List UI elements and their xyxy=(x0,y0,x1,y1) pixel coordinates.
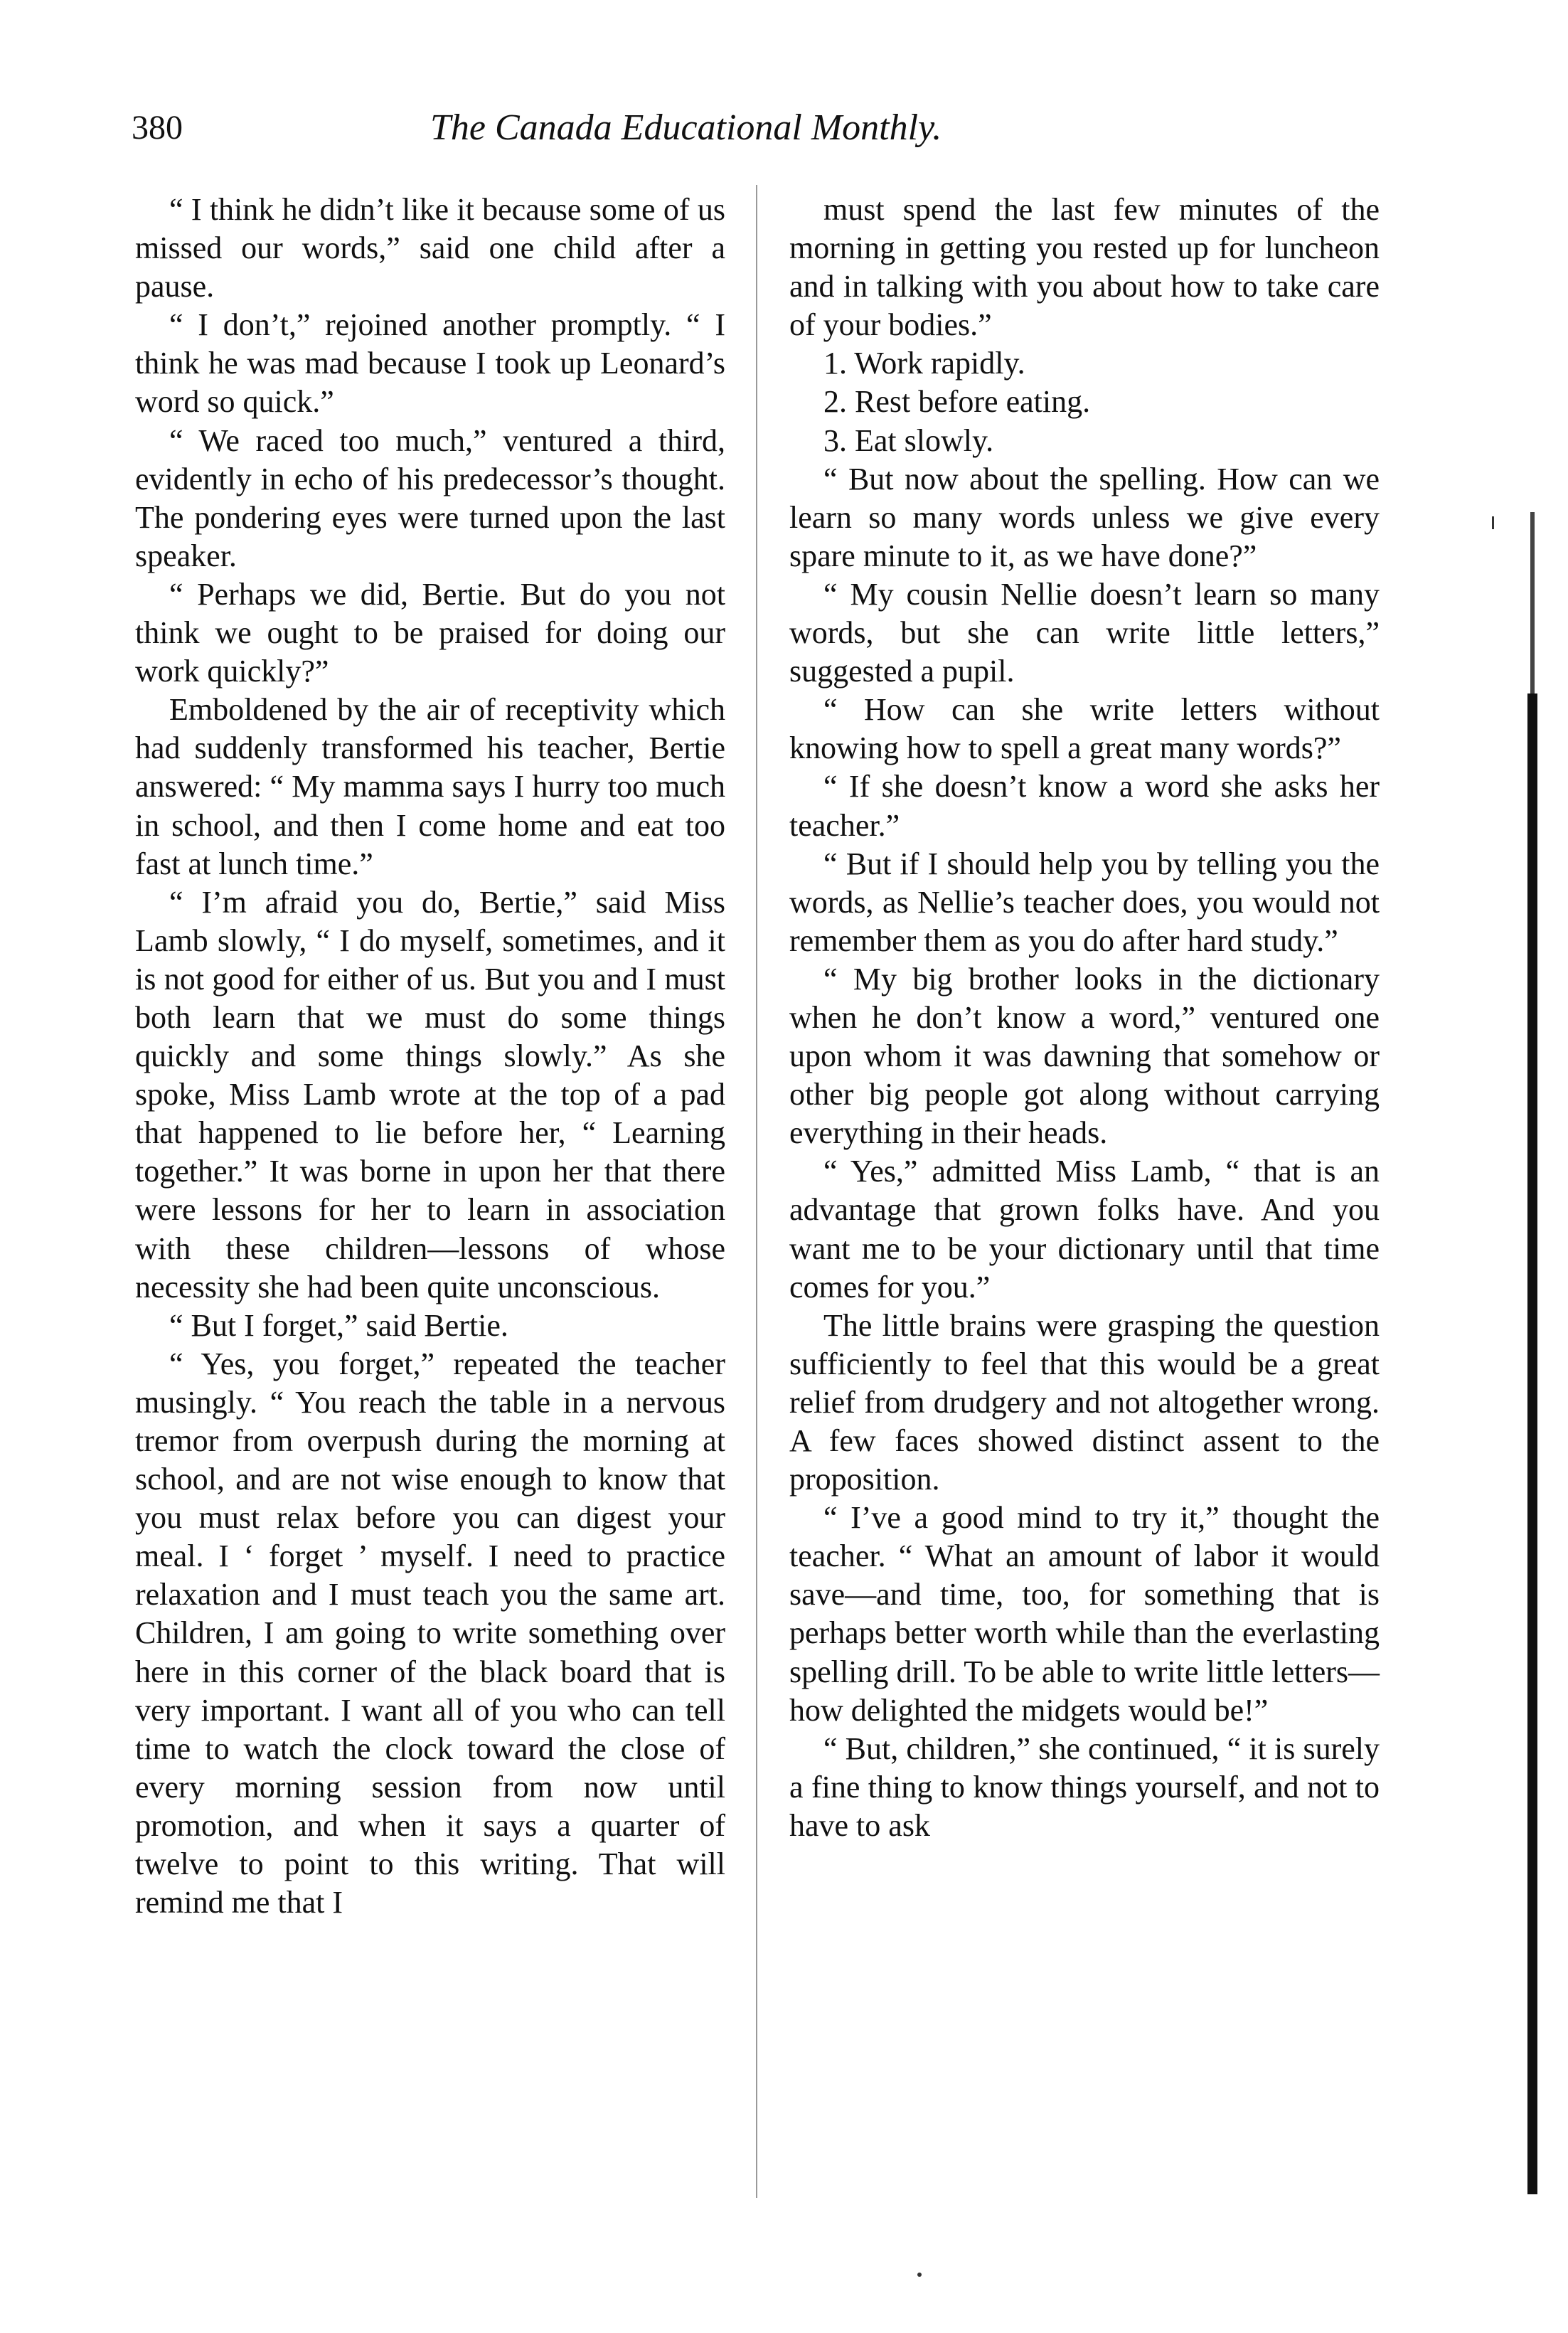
paragraph: “ But I forget,” said Bertie. xyxy=(169,1307,508,1343)
paragraph: “ I’m afraid you do, Bertie,” said Miss Lamb slowly, “ I do myself, sometimes, and it is not good for either of us. But you and I must both learn that we must do some things quickly and some things slowly.” As she spoke, Miss Lamb wrote at the top of a pad that happened to lie before her, “ Learning together.” It was borne in upon her that there were lessons for her to learn in association with these children—lessons of whose necessity she had been quite unconscious. xyxy=(135,884,725,1304)
paragraph: “ We raced too much,” ventured a third, evidently in echo of his predecessor’s thought. The pondering eyes were turned upon the last speaker. xyxy=(135,423,725,573)
margin-mark xyxy=(1492,516,1494,529)
paragraph: “ My big brother looks in the dictionary when he don’t know a word,” ventured one upon whom it was dawning that somehow or other big people got along without carrying everything in their heads. xyxy=(789,961,1380,1151)
paragraph: “ Yes, you forget,” repeated the teacher musingly. “ You reach the table in a nervous tremor from overpush during the morning at school, and are not wise enough to know that you must relax before you can digest your meal. I ‘ forget ’ myself. I need to practice relaxation and I must teach you the same art. Children, I am going to write something over here in this corner of the black board that is very important. I want all of you who can tell time to watch the clock toward the close of every morning session from now until promotion, and when it says a quarter of twelve to point to this writing. That will remind me that I xyxy=(135,1346,725,1920)
paragraph: “ If she doesn’t know a word she asks her teacher.” xyxy=(789,769,1380,843)
paragraph: “ I think he didn’t like it because some of us missed our words,” said one child after a pause. xyxy=(135,192,725,304)
numbered-item: 2. Rest before eating. xyxy=(823,384,1091,420)
binding-edge xyxy=(1527,693,1537,2194)
paragraph: Emboldened by the air of receptivity which had suddenly transformed his teacher, Bertie answered: “ My mamma says I hurry too much in school, and then I come home and eat too fast at lunch time.” xyxy=(135,692,725,881)
binding-edge-shadow xyxy=(1530,512,1535,697)
paragraph: “ I’ve a good mind to try it,” thought the teacher. “ What an amount of labor it would save—and time, too, for something that is perhaps better worth while than the everlasting spelling drill. To be able to write little letters—how delighted the midgets would be!” xyxy=(789,1500,1380,1728)
paragraph: “ My cousin Nellie doesn’t learn so many words, but she can write little letters,” suggested a pupil. xyxy=(789,576,1380,689)
page-number: 380 xyxy=(132,109,183,147)
paragraph: “ Perhaps we did, Bertie. But do you not think we ought to be praised for doing our work quickly?” xyxy=(135,576,725,689)
footer-dot xyxy=(917,2273,922,2277)
paragraph: “ Yes,” admitted Miss Lamb, “ that is an advantage that grown folks have. And you want me to be your dictionary until that time comes for you.” xyxy=(789,1154,1380,1304)
column-divider xyxy=(756,185,757,2198)
right-column xyxy=(789,191,1380,1845)
paragraph: “ I don’t,” rejoined another promptly. “ I think he was mad because I took up Leonard’s word so quick.” xyxy=(135,307,725,420)
running-title: The Canada Educational Monthly. xyxy=(430,107,942,148)
numbered-item: 3. Eat slowly. xyxy=(823,423,994,458)
paragraph: The little brains were grasping the question sufficiently to feel that this would be a great relief from drudgery and not altogether wrong. A few faces showed distinct assent to the proposition. xyxy=(789,1307,1380,1497)
left-column xyxy=(135,191,725,1922)
paragraph: “ But if I should help you by telling you the words, as Nellie’s teacher does, you would not remember them as you do after hard study.” xyxy=(789,846,1380,958)
paragraph: “ How can she write letters without knowing how to spell a great many words?” xyxy=(789,692,1380,766)
paragraph: must spend the last few minutes of the morning in getting you rested up for luncheon and in talking with you about how to take care of your bodies.” xyxy=(789,192,1380,343)
numbered-item: 1. Work rapidly. xyxy=(823,346,1025,381)
paragraph: “ But now about the spelling. How can we learn so many words unless we give every spare minute to it, as we have done?” xyxy=(789,461,1380,573)
running-header xyxy=(124,107,1141,164)
paragraph: “ But, children,” she continued, “ it is surely a fine thing to know things yourself, and not to have to ask xyxy=(789,1731,1380,1843)
